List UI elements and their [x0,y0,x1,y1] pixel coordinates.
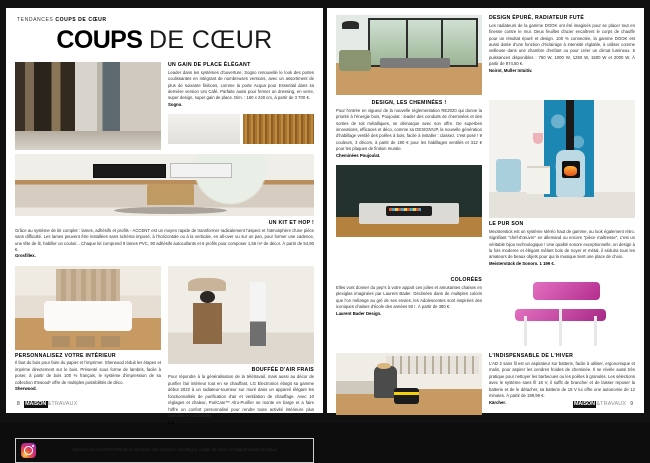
row-cheminees-stove [336,100,635,273]
col-gain-de-place [168,62,314,150]
image-living-room-radiator [336,15,482,95]
article-heading: PERSONNALISEZ VOTRE INTÉRIEUR [15,352,116,359]
image-basket [76,336,95,347]
col-living-image [336,15,482,95]
image-stove-flue [566,100,573,152]
article-brand: LG. [168,419,176,425]
article-heading: DESIGN ÉPURÉ, RADIATEUR FUTÉ [488,15,585,21]
image-monitor-left [93,164,167,178]
logo-sub: &TRAVAUX [596,401,627,408]
col-design-epure [489,15,635,95]
article-body: Les radiateurs de la gamme DOOK ont été imaginés pour se placer tout en finesse contre le mur. Deux feuilles d'acier encaîtrent le corps de chauffe pour un résultat épuré et design. 100 % connectée, la gamme DOOK est aussi dotée d'une fonction d'éclairage à intensité réglable, à utiliser comme veilleuse dans une chambre d'enfant ou pour créer un climat lumineux. 5 puissances disponibles : 750 W, 1000 W, 1250 W, 1500 W et 2000 W. À partir de 974,50 €. [488,22,635,67]
article-body: Il faut du bois pour faire du papier et l'imprimer. Sherwood réduit les étapes et imprime directement sur le bois. Présenté sous forme de lambris, facile à poser, à partir de bois 100 % français, le système d'impression de sa collection It'swood² offre de multiples possibilités de déco. [15,360,162,385]
col-stove-image [489,100,635,273]
article-body: L'AD 2 sans fil est un aspirateur sur batterie, facile à utiliser, ergonomique et malin, pour aspirer les cendres froides de cheminée. Il se révèle aussi très pratique pour nettoyer les barbecues ou les poêles à granulés. Les sélections avec le système sans fil 18 V, il suffit de brancher et de laisser reposer la batterie et de le détacher, sa batterie de 18 V lui offre une autonomie de 12 minutes. À partir de 199,99 €. [488,360,635,399]
article-heading: COLORÉES [450,277,482,284]
article-body: Leader dans les systèmes d'ouverture, Sogno renouvelle le look des portes coulissantes en intégrant de nombreuses versions, avec un assortiment de plus de soixante finitions, comme la porte Acqua pour Essential dans sa dernière version Uni Café. Parfaite aussi pour fermer un dressing, en verre, super design, super gain de place. Dim. : 160 x 240 cm, à partir de 3 700 €. [168,69,315,101]
image-fireplace-stereo [336,165,482,237]
article-heading: DESIGN, LES CHEMINÉES ! [371,100,447,106]
image-stereo-buttons [389,208,421,212]
image-lampshade [188,278,226,292]
image-vacuum-band [394,392,419,395]
image-wardrobe-hallway [15,62,161,150]
article-heading: BOUFFÉE D'AIR FRAIS [251,366,315,373]
row-desk [15,154,314,260]
article-brand: Cheminées Poujoulat. [335,152,381,158]
article-body: Mecsterstick est un système stéréo haut de gamme, au look également rétro. Signifiant "chef-d'œuvre" en allemand ou encore "pièce maîtresse", c'est un véritable bijou technologique ! Une qualité sonore exceptionnelle, un design à la fois moderne et élégant mêlant bois de noyer et métal, il séduira tous les amateurs de beaux objets pour qui la musique tient une place de choix. [488,228,635,260]
col-chair-image [489,277,635,349]
image-bookshelf [386,356,479,375]
article-brand: Kärcher. [488,399,506,405]
image-counter [336,381,377,395]
image-chair-leg [559,309,562,346]
image-basket [52,336,71,347]
kicker-title: COUPS DE CŒUR [55,17,107,23]
page-number: 8 [17,401,20,408]
page-title [15,28,314,53]
image-air-purifier [250,282,266,347]
instagram-icon [21,443,36,458]
image-side-table [527,166,550,194]
row-swatches [168,114,314,144]
article-brand: Sherwood. [15,386,37,392]
footer-left [6,401,323,408]
image-pedestal [193,303,222,344]
page-title-thin: DE CŒUR [148,26,273,54]
image-blue-room-stove [489,100,635,218]
article-body: Pour l'entrée en vigueur de la nouvelle réglementation RE2020 qui donne la priorité à l'énergie bois, Poujoulat : leader des conduits de cheminées et des sorties de toit métalliques, se démarque avec son offre. De superbes innovations, efficaces et déco, comme sa DESIGN'UP, la nouvelle génération d'habillage ventilé des poêles à bois, facile à installer : classez, c'est posé ! 9 couleurs, 3 décors, à partir de 190 € pour les habillages ventilés et 312 € pour les plaques de finition murale. [335,107,482,152]
kicker-section: TENDANCES [17,17,54,23]
article-brand: Laurent Bader Design. [335,310,382,316]
article-indispensable-hiver [489,353,635,406]
page-title-bold: COUPS [56,26,143,54]
image-panel-swatch [168,114,240,144]
image-chair-back [533,282,600,301]
article-brand: Grosfillex. [15,253,36,259]
image-wood-swatch [243,114,315,144]
article-le-pur-son [489,221,635,267]
article-body: Elles vont donner du pep's à votre appart ces jolies et amusantes chaises en plexiglas imaginées par Laurent Bader. Déclinées dans de multiples coloris que l'on mélange au gré de ses envies, les Adolescentes sont inspirées des iconiques chaises d'école des années 50 !. À partir de 380 €. [335,284,482,310]
article-design-cheminees [336,100,482,159]
row-colorees [336,277,635,349]
page-number: 9 [630,401,633,408]
footer-right [327,401,644,408]
row-living-radiator [336,15,635,95]
image-bed [44,301,132,331]
article-heading: UN KIT ET HOP ! [268,220,315,226]
logo-main: MAISON [573,401,595,408]
instagram-text: Suivez-nous sur INSTAGRAM et retrouvez nos dossiers, reportages, coups de cœur : instagram/maisontravaux [72,447,277,453]
article-heading: L'INDISPENSABLE DE L'HIVER [488,353,574,360]
article-colorees [336,277,482,317]
article-bouffee-air-frais [168,367,314,426]
image-desk-workspace [15,154,314,216]
page-right [327,8,644,413]
kicker [17,17,314,23]
article-heading: UN GAIN DE PLACE ÉLÉGANT [168,62,251,68]
article-brand: Meisterstück de Sonoro. 1 199 €. [488,260,555,266]
page-left [6,8,323,453]
magazine-logo [24,401,78,408]
magazine-logo [573,401,627,408]
article-brand: Sogno. [168,101,183,107]
instagram-callout[interactable] [15,438,314,463]
image-blue-armchair [496,159,521,192]
article-un-kit-et-hop [15,220,314,260]
image-lamp-base [200,291,215,303]
article-brand: Noirot, Muller Intuitiv. [488,67,533,73]
image-lamp-purifier [168,266,314,364]
image-window-mullion [406,18,408,63]
image-flame [564,166,577,175]
image-chair-leg [524,316,527,346]
image-desk-chair [147,184,195,205]
image-headboard [56,269,120,304]
article-heading: LE PUR SON [488,221,524,227]
image-round-rug [114,207,228,214]
col-colorees-text [336,277,482,349]
image-bedroom [15,266,161,350]
article-personnalisez [15,353,161,393]
article-gain-de-place [168,62,314,108]
image-window-mullion [441,18,443,63]
article-design-epure [489,15,635,74]
row-wardrobe [15,62,314,150]
image-pendant-lamp [533,133,543,144]
article-body: Grâce au système de kit complet : lames, adhésifs et profils - ACCENT est un moyen rapide de transformer radicalement l'aspect et l'atmosphère d'une pièce sans difficulté. Les lames peuvent être installées sans schéma imposé, à l'horizontale ou à la verticale, en all-over ou sur un pan, pour former une cadence, une tête de lit, habiller un couloir... Chaque kit comprend 9 lames PVC, 90 adhésifs autocollants et 6 profils pour composer 1,56 m² de décor. À partir de 54,90 €. [15,227,315,252]
article-body: Pour répondre à la généralisation de la télétravail, mais aussi au décor de purifier l'air intérieur tout en se chauffant, LG Electronics élargit sa gamme début 2022 à un radiateur-tourneur sur muré dans un appareil élégant les fonctionnalités de purification d'air et ventilation de chauffage. Avec 10 réglages et chaleur, PuriCare™ Alro-Purifier se monte en barge et a faire l'offre un confort personnalisé pour rendre toute activité intérieure plus agréable et confortable. [168,374,315,419]
logo-main: MAISON [25,401,47,408]
image-radiator [380,58,450,68]
image-armchair [339,50,371,71]
image-basket [101,336,120,347]
image-monitor-right [170,163,232,179]
col-cheminees [336,100,482,273]
logo-sub: &TRAVAUX [47,401,78,408]
image-floor-lamp [342,21,360,29]
image-pink-chair [489,277,635,349]
image-chair-leg [594,316,597,346]
col-wardrobe-image [15,62,161,150]
